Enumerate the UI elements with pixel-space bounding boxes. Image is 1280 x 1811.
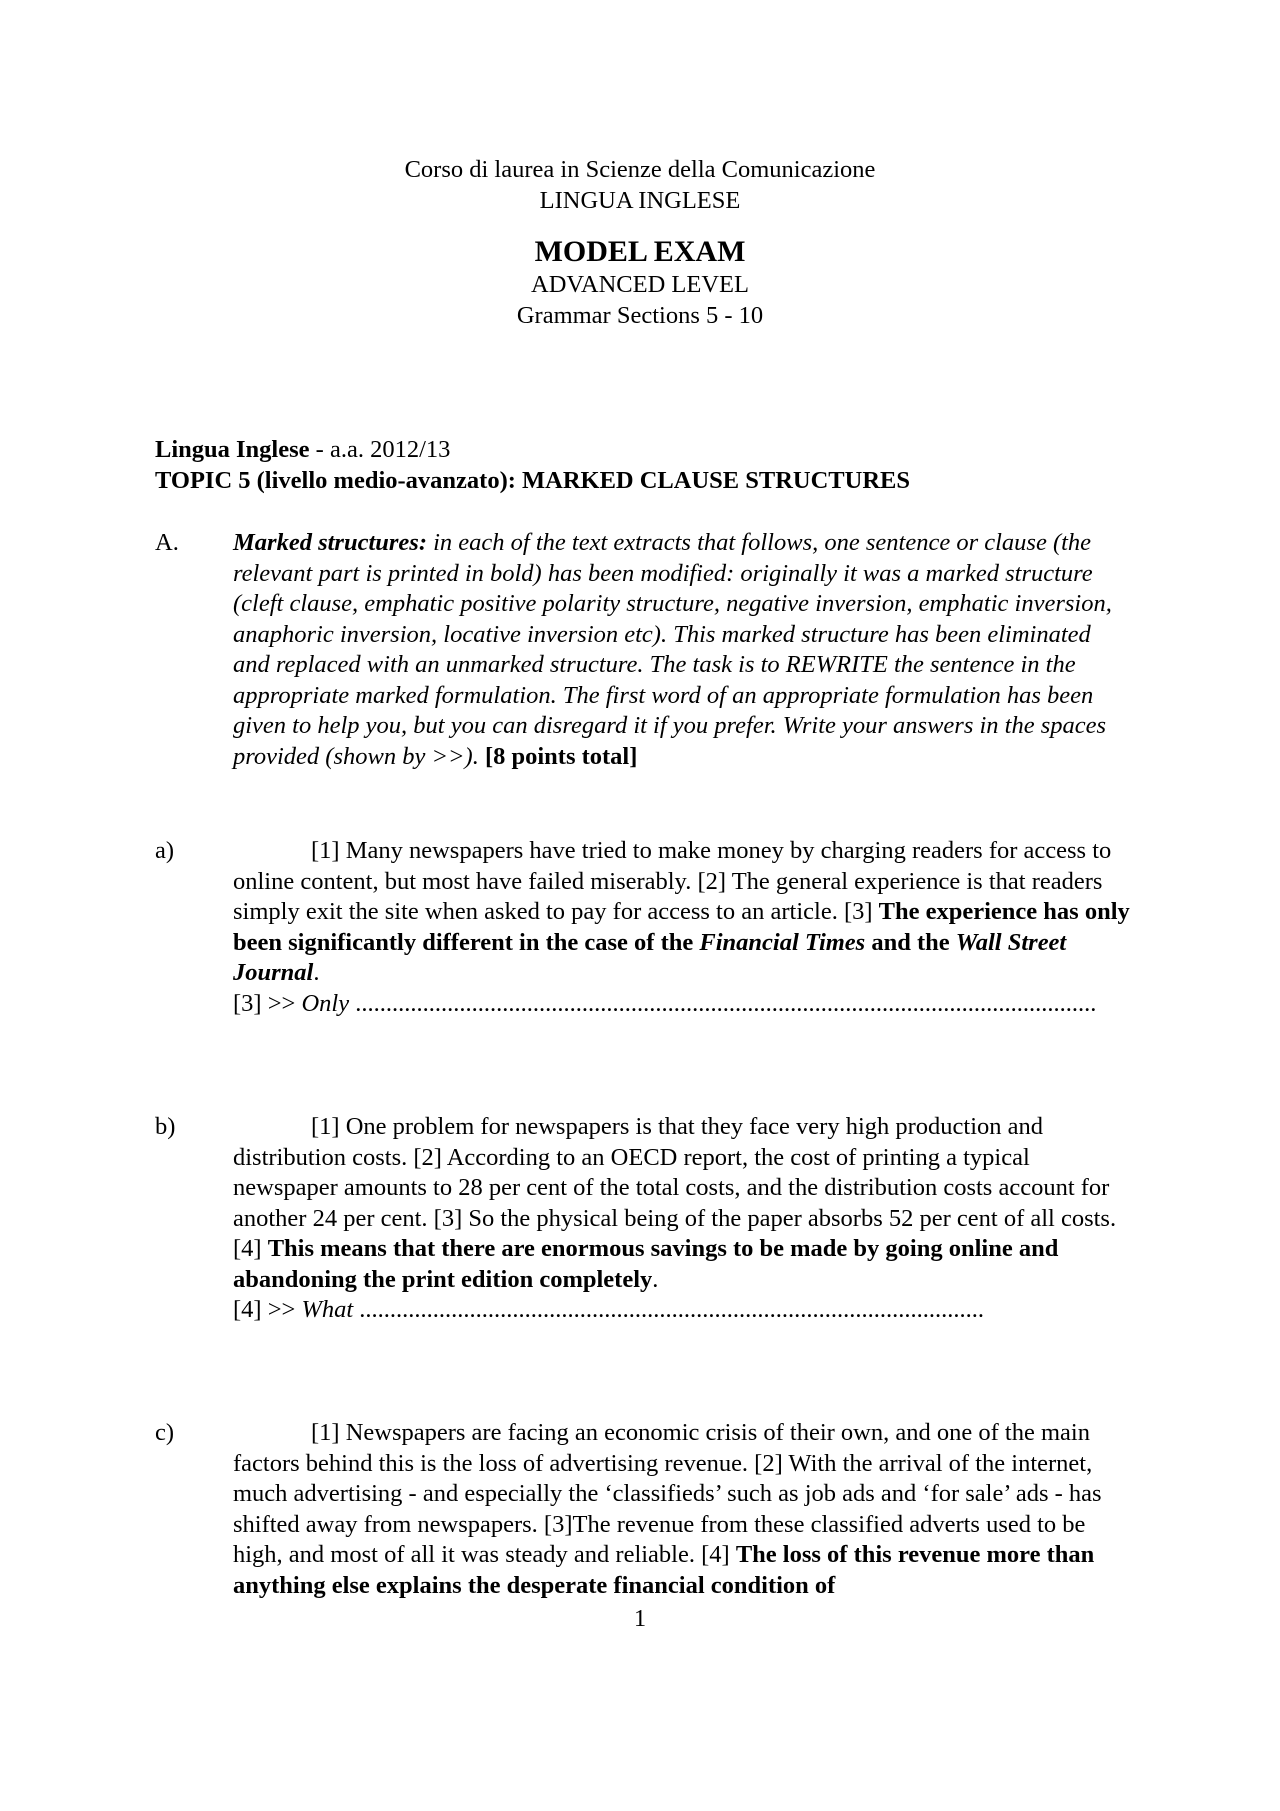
grammar-sections-label: Grammar Sections 5 - 10 <box>516 301 764 329</box>
exercise-body <box>233 1112 1131 1326</box>
answer-line[interactable] <box>233 1295 1131 1326</box>
marked-sentence-part2: and the <box>865 928 956 956</box>
answer-space[interactable]: ...................................................................................................... <box>353 1296 985 1323</box>
course-year-line <box>155 435 1155 466</box>
exercise-body <box>233 836 1131 1019</box>
points-total: [8 points total] <box>478 742 638 770</box>
sentence-end: . <box>652 1265 659 1293</box>
course-label: Lingua Inglese <box>155 436 310 463</box>
subject-name: LINGUA INGLESE <box>539 186 741 214</box>
marked-sentence: The loss of this revenue more than anything else explains the desperate financial condition of <box>233 1541 1095 1599</box>
section-label: A. <box>155 529 179 556</box>
exercise-text: [1] Many newspapers have tried to make money by charging readers for access to online content, but most have failed miserably. [2] The general experience is that readers simply exit the site when asked to pay for access to an article. [3] <box>233 837 1112 925</box>
answer-line[interactable] <box>233 989 1131 1020</box>
instructions-text: in each of the text extracts that follows, one sentence or clause (the relevant part is printed in bold) has been modified: originally it was a marked structure (cleft clause, emphatic positive polarity structure, negative inversion, emphatic inversion, anaphoric inversion, locative inversion etc). This marked structure has been eliminated and replaced with an unmarked structure. The task is to REWRITE the sentence in the appropriate marked formulation. The first word of an appropriate formulation has been given to help you, but you can disregard it if you prefer. Write your answers in the spaces provided (shown by >>). <box>233 529 1112 770</box>
level-label: ADVANCED LEVEL <box>531 271 749 298</box>
exam-meta <box>155 435 1155 496</box>
answer-prefix: [4] >> <box>233 1296 302 1323</box>
marked-sentence-title2: Wall Street Journal <box>233 928 1067 986</box>
exercise-text: [1] One problem for newspapers is that they face very high production and distribution costs. [2] According to an OECD report, the cost of printing a typical newspaper amounts to 28 per cent of the total costs, and the distribution costs account for another 24 per cent. [3] So the physical being of the paper absorbs 52 per cent of all costs. [4] <box>233 1113 1117 1262</box>
section-a-instructions <box>155 528 1135 772</box>
exercise-b <box>155 1112 1135 1326</box>
marked-sentence: This means that there are enormous savings to be made by going online and abandoning the print edition completely <box>233 1235 1059 1293</box>
marked-sentence-part1: The experience has only been significantly different in the case of the <box>233 898 1130 956</box>
exercise-text: [1] Newspapers are facing an economic crisis of their own, and one of the main factors behind this is the loss of advertising revenue. [2] With the arrival of the internet, much advertising - and especially the ‘classifieds’ such as job ads and ‘for sale’ ads - has shifted away from newspapers. [3]The revenue from these classified adverts used to be high, and most of all it was steady and reliable. [4] <box>233 1419 1102 1568</box>
course-name: Corso di laurea in Scienze della Comunicazione <box>404 156 876 183</box>
marked-sentence-title1: Financial Times <box>699 928 866 956</box>
answer-first-word: What <box>301 1296 354 1323</box>
exercise-body <box>233 1418 1131 1601</box>
instructions-body <box>233 528 1131 772</box>
sentence-end: . <box>313 959 320 986</box>
exercise-a <box>155 836 1135 1019</box>
answer-space[interactable]: ......................................................................................................................... <box>349 989 1097 1017</box>
page-number: 1 <box>633 1605 647 1632</box>
answer-first-word: Only <box>301 989 350 1017</box>
academic-year: - a.a. 2012/13 <box>309 436 451 463</box>
document-title: MODEL EXAM <box>534 235 746 268</box>
instructions-heading: Marked structures: <box>233 529 427 556</box>
answer-prefix: [3] >> <box>233 989 302 1017</box>
exercise-c <box>155 1418 1135 1601</box>
exercise-label: b) <box>155 1113 176 1140</box>
exercise-label: c) <box>155 1419 175 1446</box>
document-header <box>0 155 1280 331</box>
exercise-label: a) <box>155 837 175 864</box>
topic-heading: TOPIC 5 (livello medio-avanzato): MARKED CLAUSE STRUCTURES <box>155 466 910 494</box>
